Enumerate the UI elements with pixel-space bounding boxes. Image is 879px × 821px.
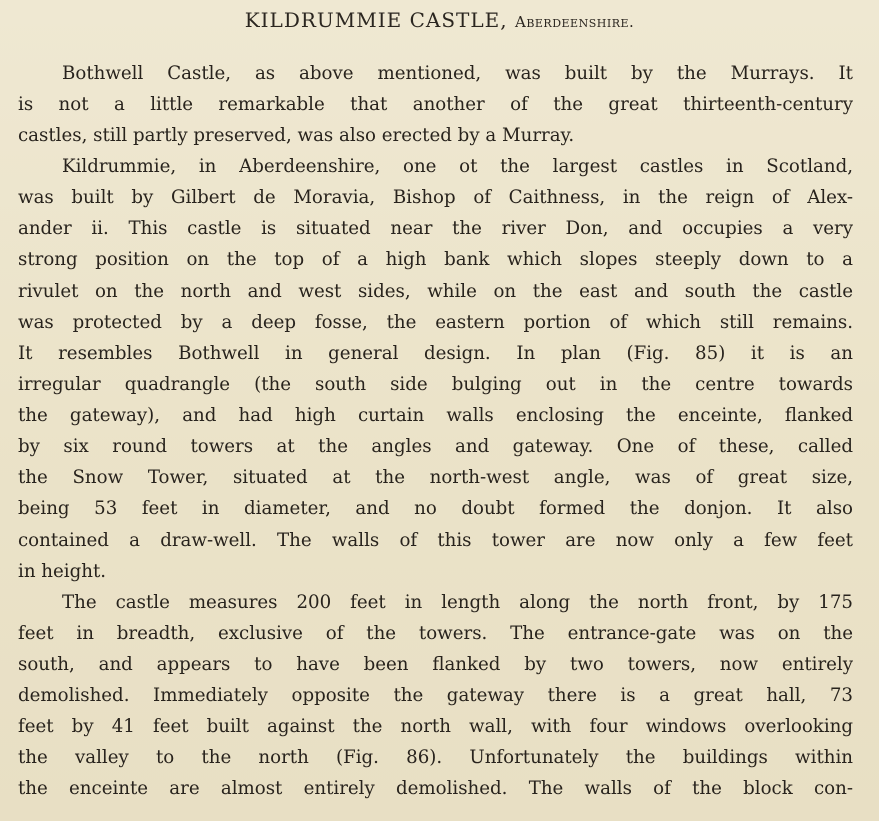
text-line: the Snow Tower, situated at the north-west angle, was of great size, xyxy=(18,467,853,488)
text-line: south, and appears to have been flanked by two towers, now entirely xyxy=(18,654,853,675)
text-line: Bothwell Castle, as above mentioned, was built by the Murrays. It xyxy=(62,63,853,84)
heading-title: KILDRUMMIE CASTLE, xyxy=(244,8,508,32)
text-line: irregular quadrangle (the south side bulging out in the centre towards xyxy=(18,374,853,395)
text-line: ander ii. This castle is situated near the river Don, and occupies a very xyxy=(18,218,853,239)
text-line: Kildrummie, in Aberdeenshire, one ot the largest castles in Scotland, xyxy=(62,156,853,177)
text-line: contained a draw-well. The walls of this tower are now only a few feet xyxy=(18,530,853,551)
text-line: the enceinte are almost entirely demolished. The walls of the block con- xyxy=(18,778,853,799)
text-line: was protected by a deep fosse, the eastern portion of which still remains. xyxy=(18,312,853,333)
text-line: It resembles Bothwell in general design. In plan (Fig. 85) it is an xyxy=(18,343,853,364)
heading-subtitle: Aberdeenshire. xyxy=(514,13,635,31)
text-line: castles, still partly preserved, was also erected by a Murray. xyxy=(18,125,575,146)
text-line: demolished. Immediately opposite the gateway there is a great hall, 73 xyxy=(18,685,853,706)
text-line: the valley to the north (Fig. 86). Unfortunately the buildings within xyxy=(18,747,853,768)
text-line: was built by Gilbert de Moravia, Bishop of Caithness, in the reign of Alex- xyxy=(18,187,853,208)
page-heading xyxy=(0,8,879,32)
text-line: is not a little remarkable that another of the great thirteenth-century xyxy=(18,94,853,115)
text-line: rivulet on the north and west sides, while on the east and south the castle xyxy=(18,281,853,302)
text-line: strong position on the top of a high bank which slopes steeply down to a xyxy=(18,249,853,270)
text-line: feet in breadth, exclusive of the towers. The entrance-gate was on the xyxy=(18,623,853,644)
text-line: the gateway), and had high curtain walls enclosing the enceinte, flanked xyxy=(18,405,853,426)
text-line: being 53 feet in diameter, and no doubt formed the donjon. It also xyxy=(18,498,853,519)
text-line: in height. xyxy=(18,561,107,582)
text-line: feet by 41 feet built against the north wall, with four windows overlooking xyxy=(18,716,853,737)
text-line: The castle measures 200 feet in length along the north front, by 175 xyxy=(62,592,853,613)
text-line: by six round towers at the angles and gateway. One of these, called xyxy=(18,436,853,457)
